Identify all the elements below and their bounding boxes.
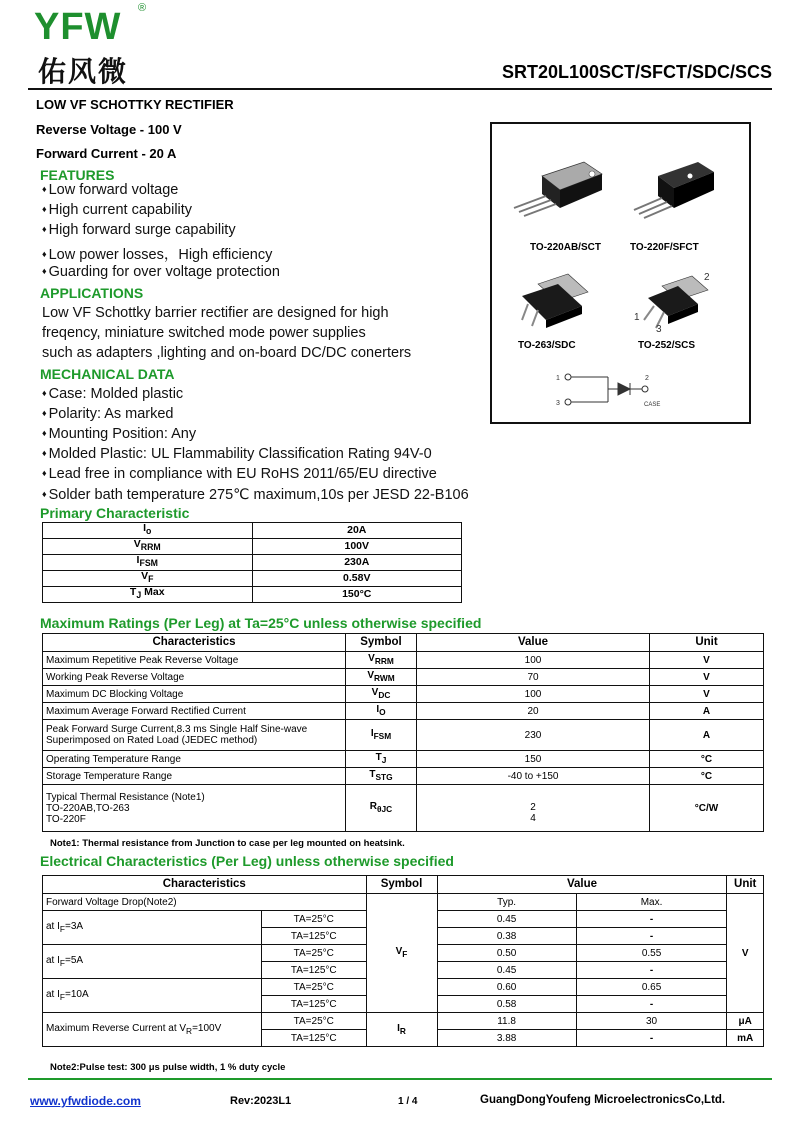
pin-label: 1: [634, 312, 640, 323]
table-row: at $I_F=10A$ TA=25°C 0.60 0.65: [43, 979, 764, 996]
table-row: at $I_F=5A$ TA=25°C 0.50 0.55: [43, 945, 764, 962]
diode-schematic-icon: [565, 374, 648, 405]
table-row: Maximum Reverse Current at $V_R=100V$ TA=25°C $I_R$ 11.8 30 μA: [43, 1013, 764, 1030]
table-row: $I_{FSM}$ 230A: [43, 555, 462, 571]
table-row: TA=125°C 3.88 - mA: [43, 1030, 764, 1047]
applications-line: Low VF Schottky barrier rectifier are designed for high: [42, 305, 389, 321]
company-name: GuangDongYoufeng MicroelectronicsCo,Ltd.: [480, 1094, 726, 1106]
mechanical-item: ♦ Molded Plastic: UL Flammability Classification Rating 94V-0: [42, 446, 432, 462]
package-label: TO-252/SCS: [638, 340, 696, 351]
brand-logo-chinese: 佑风微: [38, 56, 129, 87]
package-label: TO-220AB/SCT: [530, 242, 601, 253]
to220ab-package-icon: [514, 162, 602, 216]
electrical-heading: Electrical Characteristics (Per Leg) unless otherwise specified: [40, 853, 454, 869]
pin-label: 2: [645, 375, 649, 382]
primary-table: [42, 522, 462, 603]
applications-heading: APPLICATIONS: [40, 285, 144, 301]
table-row: $T_J$ Max 150°C: [43, 587, 462, 603]
table-row: Maximum Repetitive Peak Reverse Voltage $V_{RRM}$ 100 V: [43, 652, 764, 669]
registered-mark: ®: [138, 2, 147, 14]
feature-item: ♦ Guarding for over voltage protection: [42, 264, 280, 280]
table-row: Maximum DC Blocking Voltage $V_{DC}$ 100 V: [43, 686, 764, 703]
feature-item: ♦ High current capability: [42, 202, 193, 218]
package-label: TO-220F/SFCT: [630, 242, 699, 253]
footer-divider: [28, 1078, 772, 1080]
case-label: CASE: [644, 402, 661, 408]
brand-logo: YFW: [34, 6, 122, 48]
table-row: Peak Forward Surge Current,8.3 ms Single Half Sine-wave Superimposed on Rated Load (JEDEC method) $I_{FSM}$ 230 A: [43, 720, 764, 751]
table-row: Forward Voltage Drop(Note2) $V_F$ Typ. Max. V: [43, 894, 764, 911]
to252-package-icon: [634, 272, 710, 335]
features-heading: FEATURES: [40, 167, 115, 183]
table-row: Operating Temperature Range $T_J$ 150 °C: [43, 751, 764, 768]
reverse-voltage: Reverse Voltage - 100 V: [36, 122, 182, 137]
feature-item: ♦ Low power losses，High efficiency: [42, 247, 273, 263]
table-row: TA=125°C 0.58 -: [43, 996, 764, 1013]
feature-item: ♦ High forward surge capability: [42, 222, 236, 238]
doc-title: LOW VF SCHOTTKY RECTIFIER: [36, 97, 234, 112]
mechanical-item: ♦ Solder bath temperature 275℃ maximum,10s per JESD 22-B106: [42, 487, 469, 503]
pin-label: 3: [656, 324, 662, 335]
table-row: Maximum Average Forward Rectified Current $I_O$ 20 A: [43, 703, 764, 720]
forward-current: Forward Current - 20 A: [36, 146, 177, 161]
pin-label: 3: [556, 400, 560, 407]
table-header-row: Characteristics Symbol Value Unit: [43, 634, 764, 652]
package-label: TO-263/SDC: [518, 340, 576, 351]
mechanical-item: ♦ Polarity: As marked: [42, 406, 174, 422]
primary-heading: Primary Characteristic: [40, 505, 190, 521]
table-header-row: Characteristics Symbol Value Unit: [43, 876, 764, 894]
table-row: $V_F$ 0.58V: [43, 571, 462, 587]
header-divider: [28, 88, 772, 90]
pin-label: 1: [556, 375, 560, 382]
to263-package-icon: [522, 274, 588, 328]
package-illustrations: [492, 124, 749, 422]
table-row: at $I_F=3A$ TA=25°C 0.45 -: [43, 911, 764, 928]
to220f-package-icon: [634, 162, 714, 218]
mechanical-item: ♦ Mounting Position: Any: [42, 426, 197, 442]
note-1: Note1: Thermal resistance from Junction to case per leg mounted on heatsink.: [50, 838, 405, 849]
table-row: Working Peak Reverse Voltage $V_{RWM}$ 70 V: [43, 669, 764, 686]
page-number: 1 / 4: [398, 1096, 418, 1107]
applications-line: such as adapters ,lighting and on-board DC/DC conerters: [42, 345, 412, 361]
table-row: $V_{RRM}$ 100V: [43, 539, 462, 555]
website-link[interactable]: www.yfwdiode.com: [30, 1094, 141, 1108]
max-ratings-table: [42, 633, 764, 832]
mechanical-heading: MECHANICAL DATA: [40, 366, 175, 382]
note-2: Note2:Pulse test: 300 μs pulse width, 1 % duty cycle: [50, 1062, 286, 1073]
revision: Rev:2023L1: [230, 1095, 292, 1107]
electrical-table: [42, 875, 764, 1047]
package-figure-box: [490, 122, 751, 424]
mechanical-item: ♦ Case: Molded plastic: [42, 386, 184, 402]
feature-item: ♦ Low forward voltage: [42, 182, 179, 198]
table-row: TA=125°C 0.38 -: [43, 928, 764, 945]
table-row: $I_o$ 20A: [43, 523, 462, 539]
table-row: Storage Temperature Range $T_{STG}$ -40 to +150 °C: [43, 768, 764, 785]
table-row: Typical Thermal Resistance (Note1) TO-220AB,TO-263 TO-220F $R_{\theta JC}$ 2 4 °C/W: [43, 785, 764, 832]
pin-label: 2: [704, 272, 710, 283]
part-number: SRT20L100SCT/SFCT/SDC/SCS: [501, 62, 772, 82]
max-ratings-heading: Maximum Ratings (Per Leg) at Ta=25°C unless otherwise specified: [40, 615, 482, 631]
applications-line: freqency, miniature switched mode power supplies: [42, 325, 366, 341]
mechanical-item: ♦ Lead free in compliance with EU RoHS 2011/65/EU directive: [42, 466, 437, 482]
table-row: TA=125°C 0.45 -: [43, 962, 764, 979]
